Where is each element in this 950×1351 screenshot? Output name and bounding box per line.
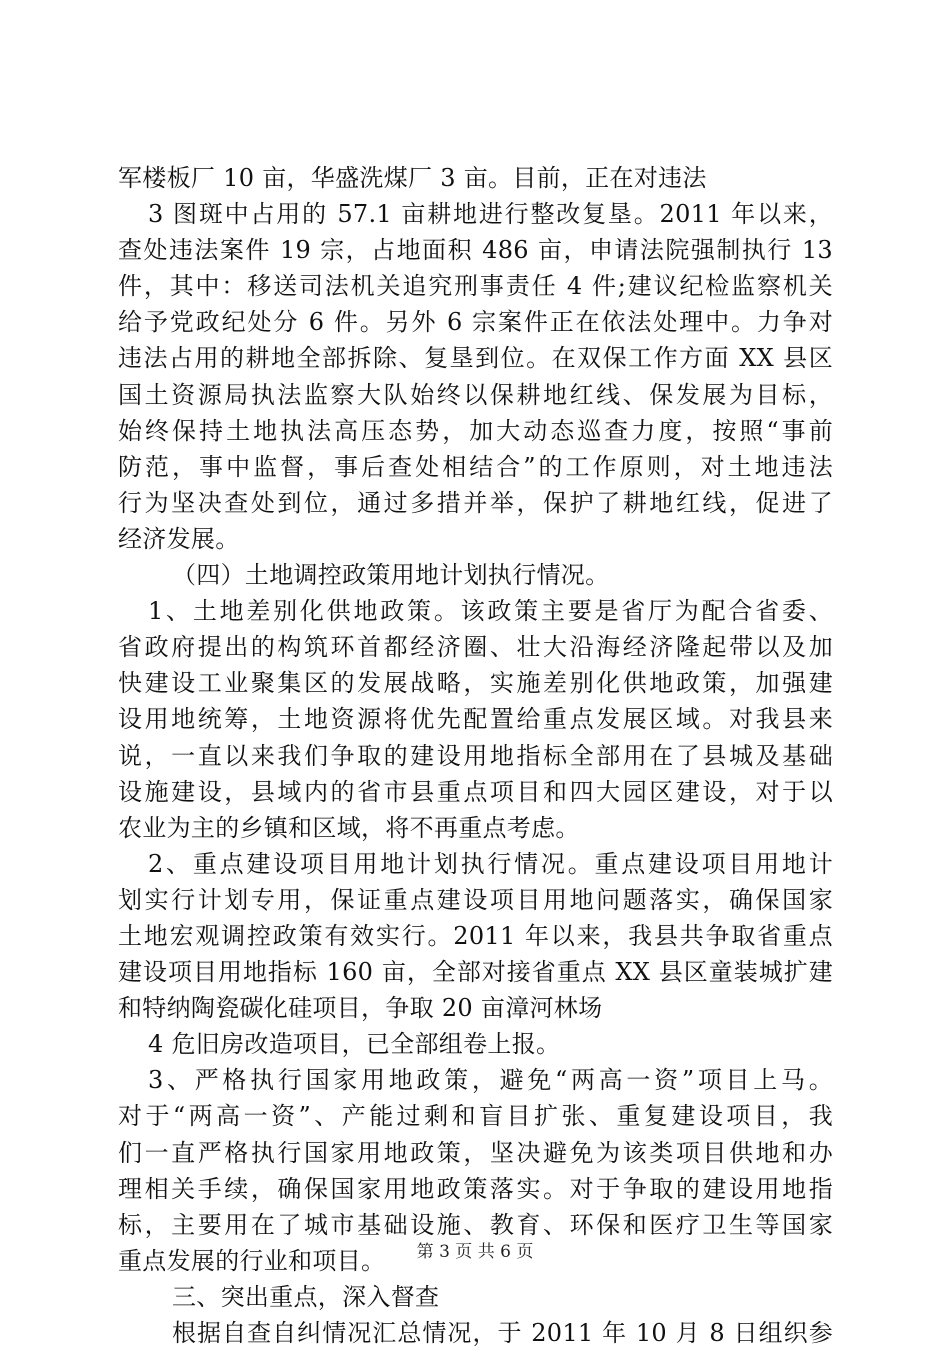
- text-line: 标，主要用在了城市基础设施、教育、环保和医疗卫生等国家: [118, 1210, 833, 1239]
- text-line: 们一直严格执行国家用地政策，坚决避免为该类项目供地和办: [118, 1138, 833, 1167]
- document-body: [118, 160, 833, 1351]
- text-line: 查处违法案件 19 宗，占地面积 486 亩，申请法院强制执行 13: [118, 236, 833, 265]
- text-line: 说，一直以来我们争取的建设用地指标全部用在了县城及基础: [118, 741, 833, 770]
- text-line: 件，其中：移送司法机关追究刑事责任 4 件;建议纪检监察机关: [118, 272, 833, 301]
- text-line: 1、土地差别化供地政策。该政策主要是省厅为配合省委、: [148, 597, 833, 626]
- text-line: 农业为主的乡镇和区域，将不再重点考虑。: [118, 813, 580, 842]
- text-line: 快建设工业聚集区的发展战略，实施差别化供地政策，加强建: [118, 669, 833, 698]
- text-line: 2、重点建设项目用地计划执行情况。重点建设项目用地计: [148, 849, 833, 878]
- text-line: 3、严格执行国家用地政策，避免“两高一资”项目上马。: [148, 1066, 833, 1095]
- text-line: 设用地统筹，土地资源将优先配置给重点发展区域。对我县来: [118, 705, 833, 734]
- text-line: 设施建设，县域内的省市县重点项目和四大园区建设，对于以: [118, 777, 833, 806]
- text-line: 对于“两高一资”、产能过剩和盲目扩张、重复建设项目，我: [118, 1102, 833, 1131]
- text-line: 给予党政纪处分 6 件。另外 6 宗案件正在依法处理中。力争对: [118, 308, 833, 337]
- text-line: 省政府提出的构筑环首都经济圈、壮大沿海经济隆起带以及加: [118, 633, 833, 662]
- text-line: 和特纳陶瓷碳化硅项目，争取 20 亩漳河林场: [118, 994, 603, 1023]
- text-line: 国土资源局执法监察大队始终以保耕地红线、保发展为目标，: [118, 380, 833, 409]
- text-line: 违法占用的耕地全部拆除、复垦到位。在双保工作方面 XX 县区: [118, 344, 833, 373]
- page-number-footer: 第 3 页 共 6 页: [416, 1242, 534, 1262]
- text-line: 军楼板厂 10 亩，华盛洗煤厂 3 亩。目前，正在对违法: [118, 164, 707, 192]
- text-line: 始终保持土地执法高压态势，加大动态巡查力度，按照“事前: [118, 416, 833, 445]
- text-line: 土地宏观调控政策有效实行。2011 年以来，我县共争取省重点: [118, 921, 833, 950]
- text-line: 行为坚决查处到位，通过多措并举，保护了耕地红线，促进了: [118, 488, 833, 517]
- text-line: 防范，事中监督，事后查处相结合”的工作原则，对土地违法: [118, 452, 833, 481]
- text-line: 三、突出重点，深入督查: [172, 1282, 440, 1311]
- text-line: （四）土地调控政策用地计划执行情况。: [172, 561, 610, 590]
- text-line: 重点发展的行业和项目。: [118, 1246, 386, 1275]
- text-line: 3 图斑中占用的 57.1 亩耕地进行整改复垦。2011 年以来，: [148, 200, 833, 229]
- text-line: 理相关手续，确保国家用地政策落实。对于争取的建设用地指: [118, 1174, 833, 1203]
- text-line: 根据自查自纠情况汇总情况，于 2011 年 10 月 8 日组织参: [172, 1319, 833, 1347]
- text-line: 经济发展。: [118, 524, 240, 553]
- text-line: 4 危旧房改造项目，已全部组卷上报。: [148, 1030, 561, 1059]
- text-line: 划实行计划专用，保证重点建设项目用地问题落实，确保国家: [118, 885, 833, 914]
- text-line: 建设项目用地指标 160 亩，全部对接省重点 XX 县区童装城扩建: [118, 958, 833, 987]
